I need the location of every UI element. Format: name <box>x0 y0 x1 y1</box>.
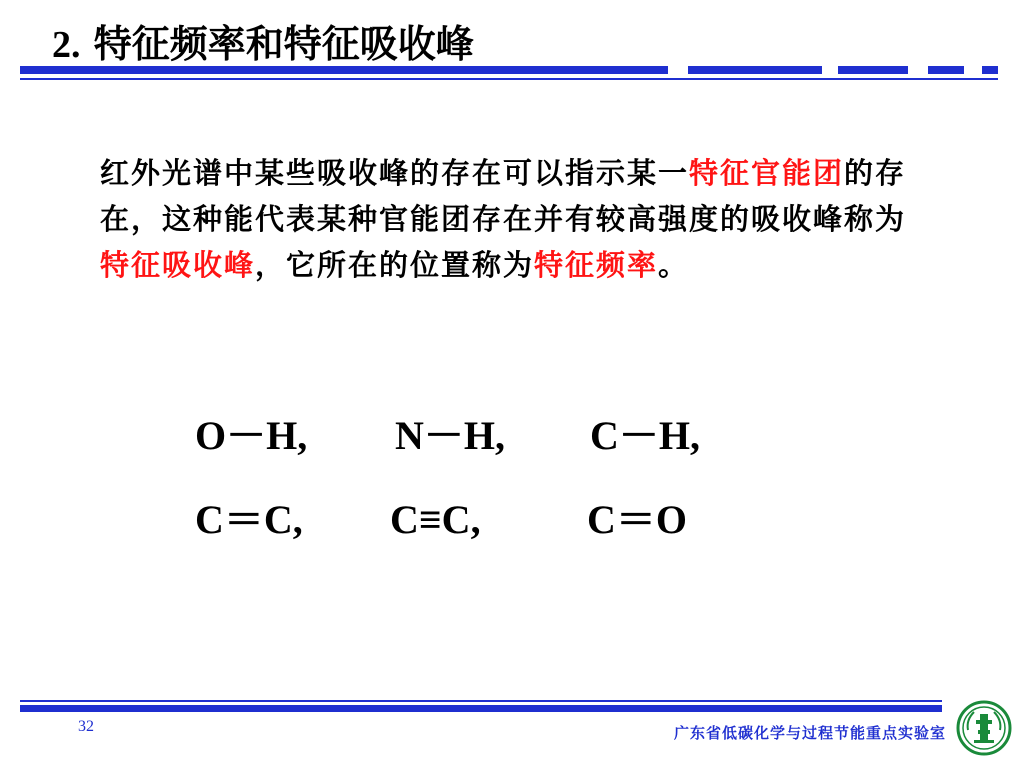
formula-o-h: O－H, <box>195 413 308 458</box>
paragraph-text: ，它所在的位置称为 <box>255 248 535 282</box>
term-functional-group: 特征官能团 <box>689 156 845 190</box>
paragraph-text: 。 <box>658 248 690 282</box>
formula-c-double-o: C＝O <box>587 497 687 542</box>
formula-c-triple-c: C≡C, <box>390 497 481 542</box>
institution-name: 广东省低碳化学与过程节能重点实验室 <box>673 724 946 742</box>
paragraph-text: 红外光谱中某些吸收峰的存在可以指示某一 <box>100 156 690 190</box>
page-number: 32 <box>78 718 94 735</box>
definition-paragraph <box>100 150 915 288</box>
lab-emblem-icon <box>956 700 1012 756</box>
paragraph-text: 的存在，这种能代表某种官能团存在并有较高强度的吸收峰称为 <box>100 156 907 236</box>
title-text: 特征频率和特征吸收峰 <box>93 21 474 66</box>
formula-c-h: C－H, <box>590 413 700 458</box>
term-characteristic-peak: 特征吸收峰 <box>100 248 256 282</box>
formula-c-double-c: C＝C, <box>195 497 303 542</box>
term-characteristic-frequency: 特征频率 <box>534 248 659 282</box>
title-number: 2. <box>52 24 81 66</box>
formula-n-h: N－H, <box>395 413 505 458</box>
page-title <box>52 18 474 71</box>
